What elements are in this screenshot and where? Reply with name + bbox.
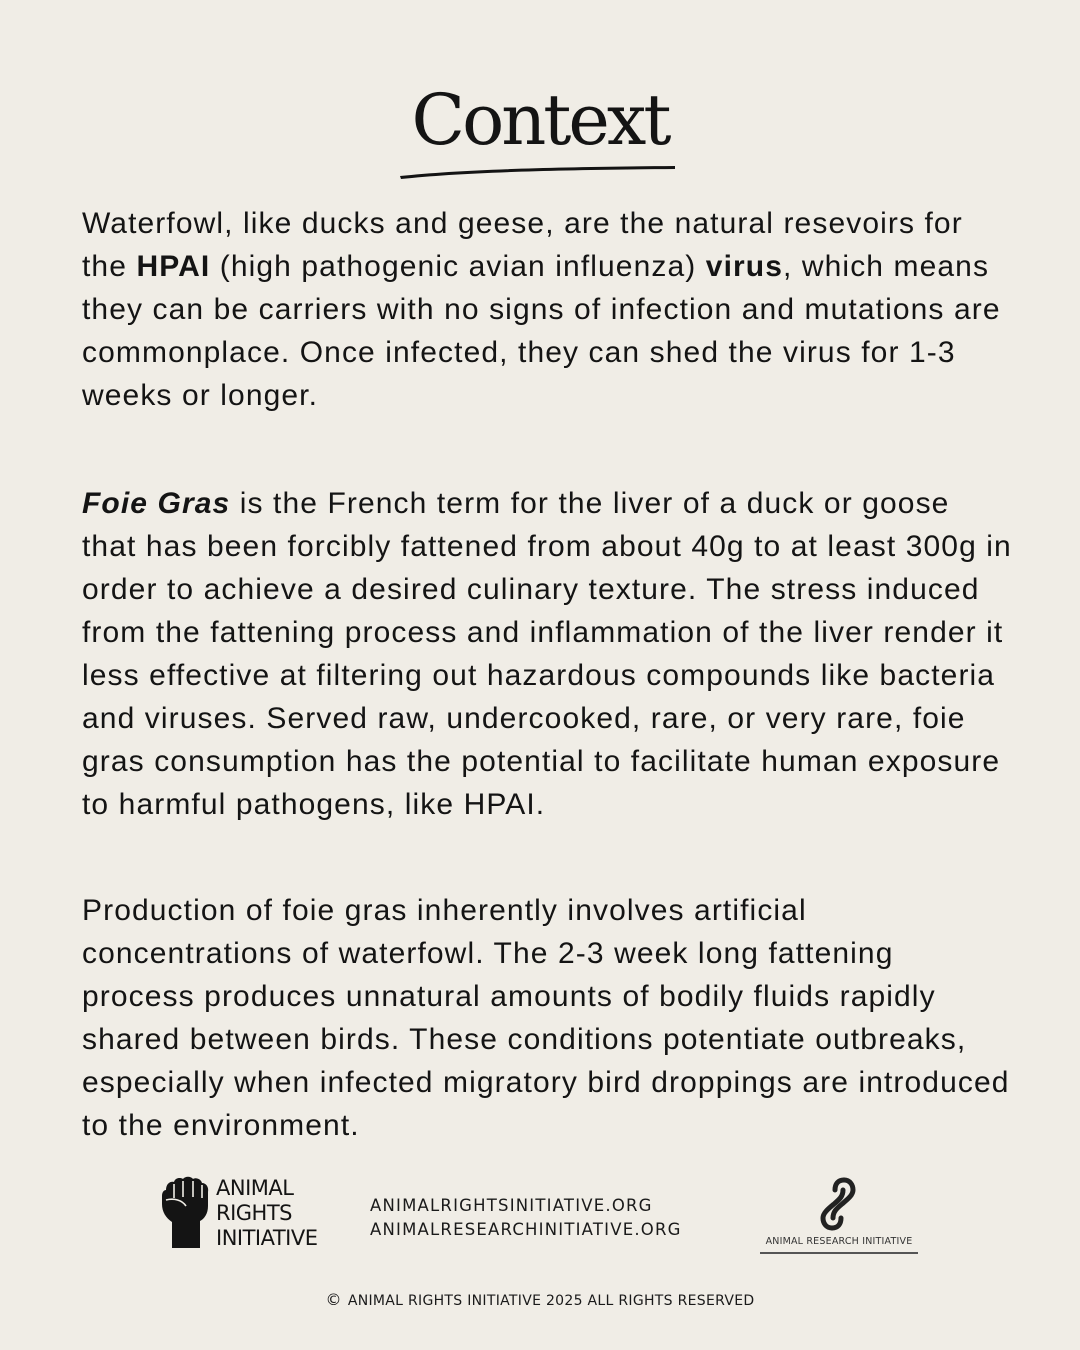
paragraph-production — [82, 889, 1012, 1147]
paragraph-foie-gras — [82, 482, 1012, 826]
copyright-icon: © — [325, 1290, 342, 1309]
website-animal-research: ANIMALRESEARCHINITIATIVE.ORG — [370, 1220, 682, 1239]
paragraph-hpai — [82, 202, 1012, 417]
title-underline — [398, 160, 678, 182]
animal-research-initiative-logo — [758, 1176, 920, 1258]
foie-gras-term: Foie Gras — [82, 487, 231, 520]
paragraph-text: Waterfowl, like ducks and geese, are the natural resevoirs for the — [82, 207, 963, 283]
research-logo-label: ANIMAL RESEARCH INITIATIVE — [765, 1236, 913, 1247]
raised-fist-icon — [160, 1176, 210, 1250]
paragraph-text: , which means they can be carriers with no signs of infection and mutations are commonplace. Once infected, they can shed the virus for 1-3 weeks or longer. — [82, 250, 1001, 412]
page-title: Context — [411, 79, 669, 161]
ari-wordmark — [216, 1176, 318, 1251]
paragraph-text: Production of foie gras inherently involves artificial concentrations of waterfowl. The 2-3 week long fattening process produces unnatural amounts of bodily fluids rapidly shared between birds. These conditions potentiate outbreaks, especially when infected migratory bird droppings are introduced to the environment. — [82, 894, 1010, 1142]
hpai-term: HPAI — [136, 250, 211, 283]
website-list — [370, 1194, 682, 1242]
paragraph-text: (high pathogenic avian influenza) — [210, 250, 706, 283]
ari-wordmark-line: RIGHTS — [216, 1201, 293, 1225]
ari-wordmark-line: ANIMAL — [216, 1176, 294, 1200]
animal-rights-initiative-logo — [160, 1176, 335, 1252]
virus-term: virus — [705, 250, 784, 283]
copyright-text: ANIMAL RIGHTS INITIATIVE 2025 ALL RIGHTS RESERVED — [347, 1293, 755, 1309]
research-logo-rule — [760, 1252, 918, 1254]
copyright-notice — [0, 1290, 1080, 1309]
paragraph-text: is the French term for the liver of a duck or goose that has been forcibly fattened from about 40g to at least 300g in order to achieve a desired culinary texture. The stress induced from the fattening process and inflammation of the liver render it less effective at filtering out hazardous compounds like bacteria and viruses. Served raw, undercooked, rare, or very rare, foie gras consumption has the potential to facilitate human exposure to harmful pathogens, like HPAI. — [82, 487, 1012, 821]
chain-link-icon — [820, 1176, 856, 1232]
ari-wordmark-line: INITIATIVE — [216, 1226, 318, 1250]
website-animal-rights: ANIMALRIGHTSINITIATIVE.ORG — [370, 1196, 653, 1215]
